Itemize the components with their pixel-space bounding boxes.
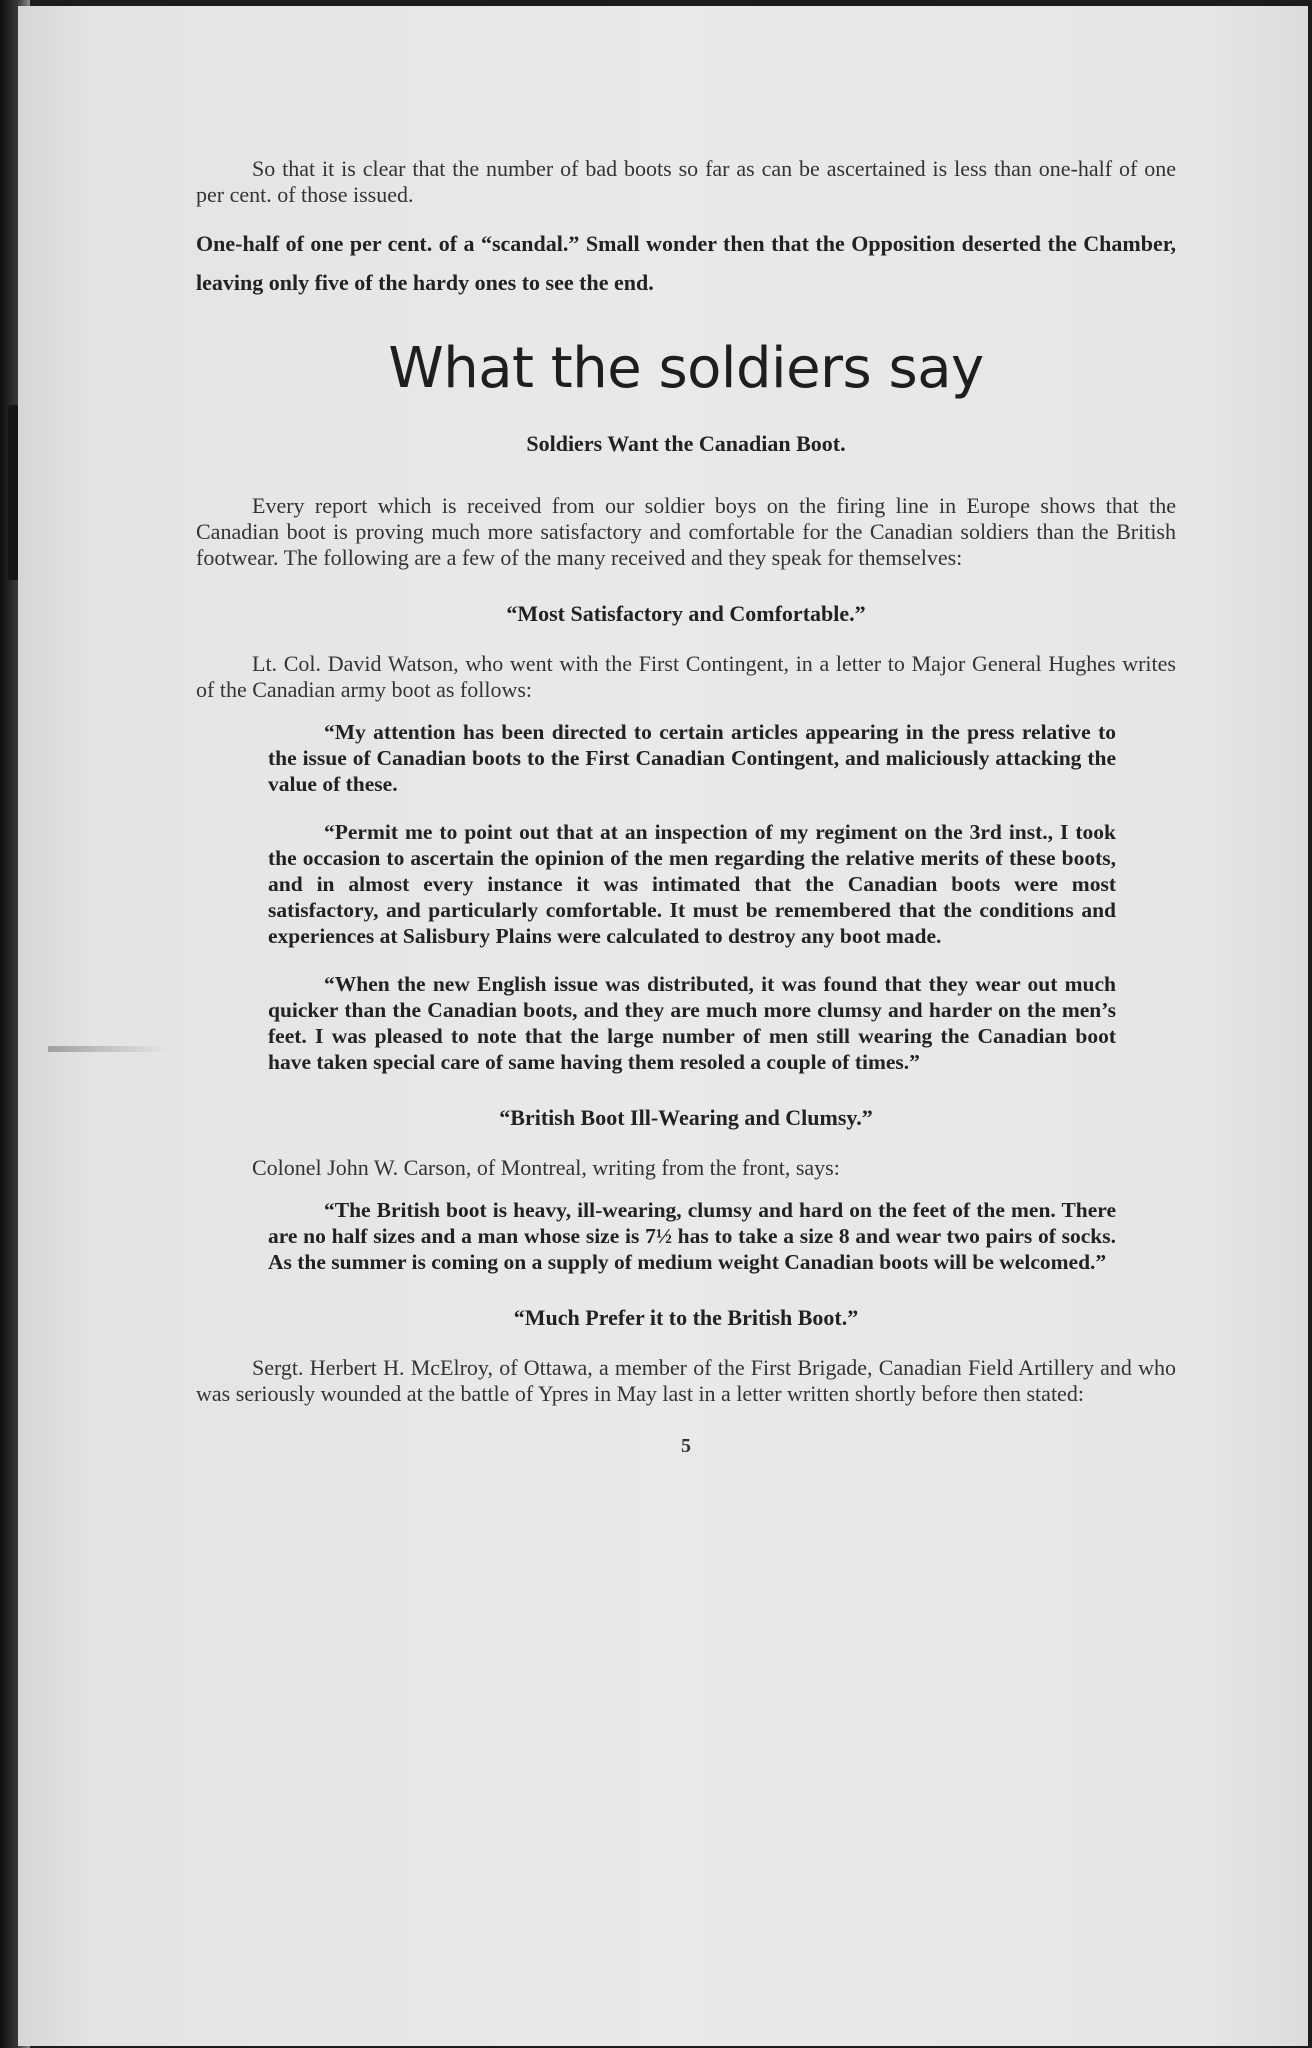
emphasis-paragraph: One-half of one per cent. of a “scandal.” Small wonder then that the Opposition deserted the Chamber, leaving only five of the hardy ones to see the end. [196,231,1176,295]
subheading: Soldiers Want the Canadian Boot. [526,431,846,456]
section-intro: Sergt. Herbert H. McElroy, of Ottawa, a member of the First Brigade, Canadian Field Artillery and who was seriously wounded at the battle of Ypres in May last in a letter written shortly before then stated: [196,1355,1176,1406]
page-headline: What the soldiers say [388,336,984,401]
intro-paragraph: Every report which is received from our soldier boys on the firing line in Europe shows that the Canadian boot is proving much more satisfactory and comfortable for the Canadian soldiers than the British footwear. The following are a few of the many received and they speak for themselves: [196,493,1176,570]
opening-paragraph: So that it is clear that the number of bad boots so far as can be ascertained is less than one-half of one per cent. of those issued. [196,156,1176,207]
page-content [196,156,1176,1458]
section-intro: Lt. Col. David Watson, who went with the First Contingent, in a letter to Major General Hughes writes of the Canadian army boot as follows: [196,651,1176,702]
page-fold [48,1046,168,1052]
section-heading: “British Boot Ill-Wearing and Clumsy.” [499,1105,873,1130]
quote-paragraph: “The British boot is heavy, ill-wearing, clumsy and hard on the feet of the men. There are no half sizes and a man whose size is 7½ has to take a size 8 and wear two pairs of socks. As the summer is coming on a supply of medium weight Canadian boots will be welcomed.” [268,1198,1116,1274]
document-page [18,6,1308,2046]
page-number: 5 [681,1435,691,1457]
quote-paragraph: “When the new English issue was distributed, it was found that they wear out much quicker than the Canadian boots, and they are much more clumsy and harder on the men’s feet. I was pleased to note that the large number of men still wearing the Canadian boot have taken special care of same having them resoled a couple of times.” [268,972,1116,1074]
section-heading: “Much Prefer it to the British Boot.” [513,1305,859,1330]
section-heading: “Most Satisfactory and Comfortable.” [506,601,866,626]
quote-paragraph: “Permit me to point out that at an inspection of my regiment on the 3rd inst., I took the occasion to ascertain the opinion of the men regarding the relative merits of these boots, and in almost every instance it was intimated that the Canadian boots were most satisfactory, and particularly comfortable. It must be remembered that the conditions and experiences at Salisbury Plains were calculated to destroy any boot made. [268,820,1116,948]
quote-paragraph: “My attention has been directed to certain articles appearing in the press relative to the issue of Canadian boots to the First Canadian Contingent, and maliciously attacking the value of these. [268,720,1116,796]
section-intro: Colonel John W. Carson, of Montreal, writing from the front, says: [252,1155,840,1180]
